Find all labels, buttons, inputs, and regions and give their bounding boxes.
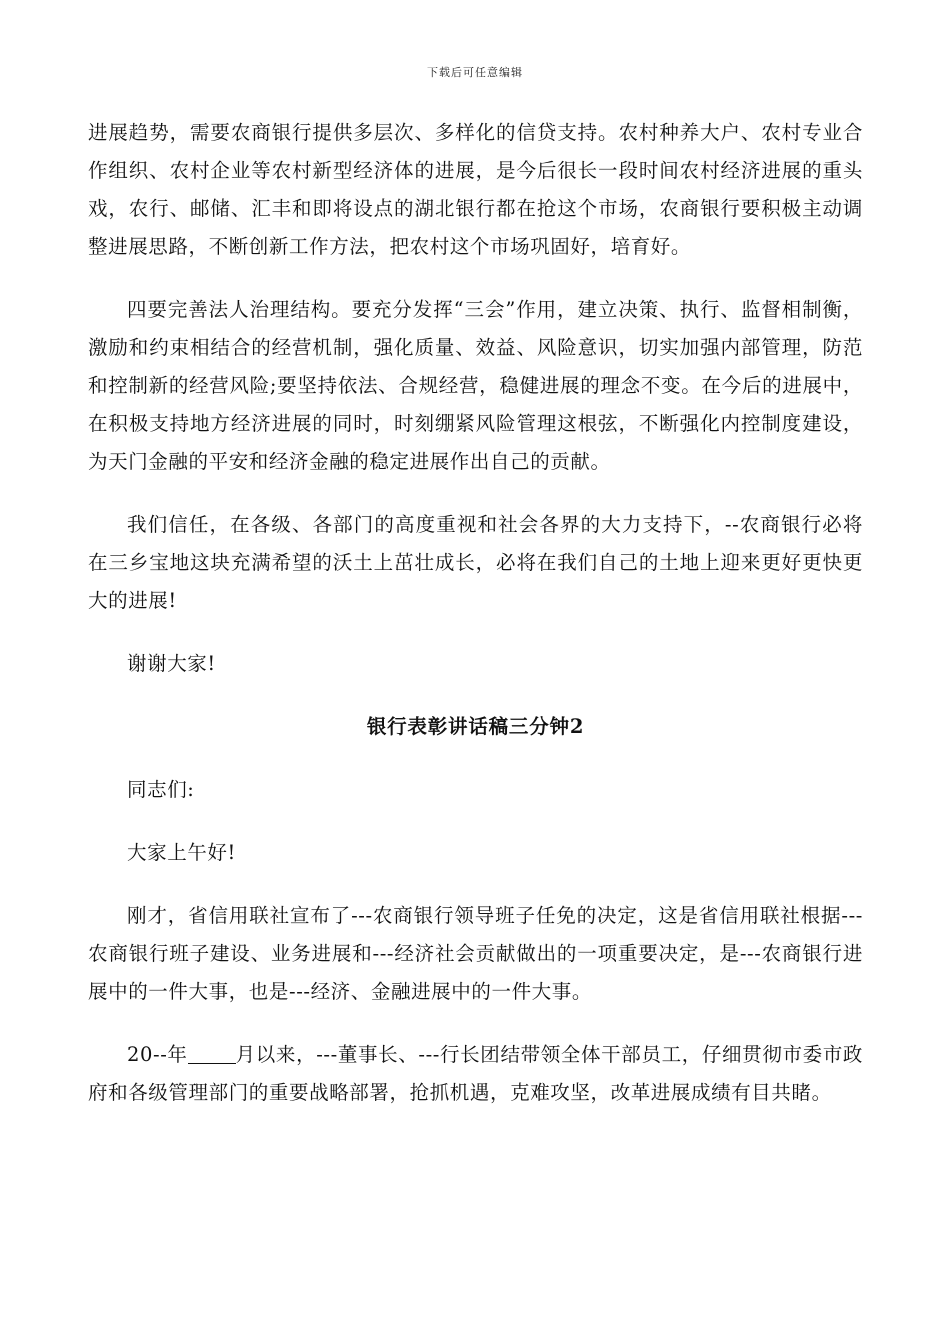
section-title: 银行表彰讲话稿三分钟2 [366,715,585,738]
paragraph-greeting: 大家上午好! [127,841,236,864]
paragraph-confidence: 我们信任，在各级、各部门的高度重视和社会各界的大力支持下，--农商银行必将在三乡宝地这块充满希望的沃土上茁壮成长，必将在我们自己的土地上迎来更好更快更大的进展! [88,513,863,612]
fill-in-blank [188,1044,236,1065]
document-body [88,114,863,1137]
paragraph-achievements [88,1036,863,1112]
header-note: 下载后可任意编辑 [427,66,523,79]
paragraph-salutation: 同志们: [127,778,195,801]
date-prefix: 20--年 [127,1043,188,1066]
paragraph-thanks: 谢谢大家! [127,652,216,675]
achievements-text: 月以来，---董事长、---行长团结带领全体干部员工，仔细贯彻市委市政府和各级管理部门的重要战略部署，抢抓机遇，克难攻坚，改革进展成绩有目共睹。 [88,1043,863,1104]
paragraph-continuation: 进展趋势，需要农商银行提供多层次、多样化的信贷支持。农村种养大户、农村专业合作组织、农村企业等农村新型经济体的进展，是今后很长一段时间农村经济进展的重头戏，农行、邮储、汇丰和即将设点的湖北银行都在抢这个市场，农商银行要积极主动调整进展思路，不断创新工作方法，把农村这个市场巩固好，培育好。 [88,121,863,258]
paragraph-governance: 四要完善法人治理结构。要充分发挥“三会”作用，建立决策、执行、监督相制衡，激励和约束相结合的经营机制，强化质量、效益、风险意识，切实加强内部管理，防范和控制新的经营风险;要坚持依法、合规经营，稳健进展的理念不变。在今后的进展中，在积极支持地方经济进展的同时，时刻绷紧风险管理这根弦，不断强化内控制度建设，为天门金融的平安和经济金融的稳定进展作出自己的贡献。 [88,298,863,473]
paragraph-announcement: 刚才，省信用联社宣布了---农商银行领导班子任免的决定，这是省信用联社根据---农商银行班子建设、业务进展和---经济社会贡献做出的一项重要决定，是---农商银行进展中的一件大事，也是---经济、金融进展中的一件大事。 [88,904,863,1003]
